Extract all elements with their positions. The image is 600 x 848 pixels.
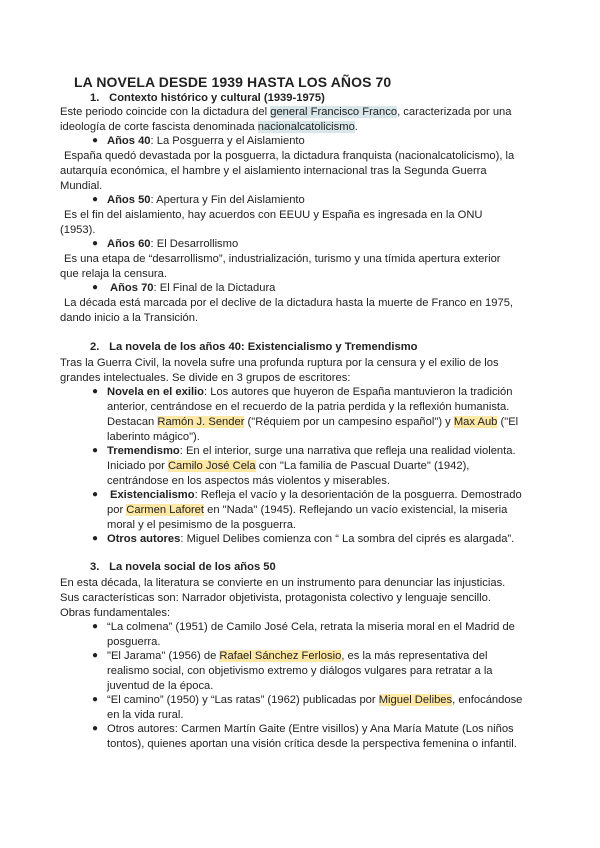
period-60-text: que relaja la censura. [60, 268, 167, 280]
period-subtitle: : El Final de la Dictadura [153, 282, 276, 294]
item-text: con "La familia de Pascual Duarte" (1942), [255, 460, 470, 472]
highlight-sender: Ramón J. Sender [157, 416, 245, 428]
document-title: LA NOVELA DESDE 1939 HASTA LOS AÑOS 70 [74, 74, 392, 90]
period-label: Años 70 [110, 282, 154, 294]
camino-item [107, 693, 522, 707]
intro-text: . [354, 121, 358, 133]
bullet-icon: ● [92, 386, 99, 397]
period-50-text: (1953). [60, 224, 96, 236]
section-3-title: La novela social de los años 50 [109, 561, 276, 573]
tremendismo-text: centrándose en los aspectos más violentos y miserables. [107, 475, 390, 487]
item-text: en "Nada" (1945). Reflejando un vacío existencial, la miseria [204, 504, 508, 516]
intro-text: ideología de corte fascista denominada [60, 121, 258, 133]
section-3-heading [90, 561, 276, 573]
period-40-text: autarquía económica, el hambre y el aislamiento internacional tras la Segunda Guerra [60, 165, 487, 177]
period-40-text: Mundial. [60, 180, 103, 192]
highlight-cela: Camilo José Cela [167, 460, 256, 472]
exilio-text [107, 415, 518, 429]
item-text: : Los autores que huyeron de España mantuvieron la tradición [204, 386, 513, 398]
item-text: Destacan [107, 416, 158, 428]
item-label: Otros autores [107, 533, 181, 545]
colmena-item: “La colmena” (1951) de Camilo José Cela, retrata la miseria moral en el Madrid de [107, 621, 515, 633]
period-label: Años 40 [107, 135, 151, 147]
bullet-icon: ● [92, 135, 99, 146]
section-3-intro: En esta década, la literatura se convierte en un instrumento para denunciar las injusticias. [60, 577, 506, 589]
period-60-heading [107, 237, 238, 251]
intro-text: Este periodo coincide con la dictadura del [60, 106, 271, 118]
exilio-text: laberinto mágico"). [107, 431, 200, 443]
item-text: : En el interior, surge una narrativa que refleja una realidad violenta. [179, 445, 516, 457]
section-1-number: 1. [90, 92, 100, 104]
section-1-intro-line-1 [60, 105, 512, 119]
item-text: : Refleja el vacío y la desorientación de la posguerra. Demostrado [194, 489, 522, 501]
period-50-heading [107, 193, 305, 207]
item-label: Existencialismo [110, 489, 195, 501]
period-subtitle: : La Posguerra y el Aislamiento [150, 135, 305, 147]
bullet-icon: ● [92, 621, 99, 632]
period-60-text: Es una etapa de “desarrollismo”, industrialización, turismo y una tímida apertura exterior [64, 253, 501, 265]
section-3-number: 3. [90, 561, 100, 573]
item-text: , es la más representativa del [341, 650, 488, 662]
item-text: ("Réquiem por un campesino español") y [244, 416, 454, 428]
tremendismo-text [107, 459, 469, 473]
bullet-icon: ● [92, 694, 99, 705]
item-text: , enfocándose [452, 694, 523, 706]
period-subtitle: : El Desarrollismo [150, 238, 239, 250]
highlight-ferlosio: Rafael Sánchez Ferlosio [219, 650, 342, 662]
intro-text: , caracterizada por una [397, 106, 512, 118]
bullet-icon: ● [92, 650, 99, 661]
exilio-text: anterior, centrándose en el recuerdo de la patria perdida y la reflexión humanista. [107, 401, 510, 413]
otros-autores-50-text: tontos), quienes aportan una visión crítica desde la perspectiva femenina o infantil. [107, 738, 517, 750]
bullet-icon: ● [92, 489, 99, 500]
item-label: Tremendismo [107, 445, 180, 457]
item-text: : Miguel Delibes comienza con “ La sombra del ciprés es alargada”. [180, 533, 515, 545]
section-2-heading [90, 341, 418, 353]
bullet-icon: ● [92, 533, 99, 544]
item-text: “El camino” (1950) y “Las ratas” (1962) publicadas por [107, 694, 379, 706]
section-1-intro-line-2 [60, 120, 358, 134]
section-2-title: La novela de los años 40: Existencialismo y Tremendismo [109, 341, 418, 353]
section-2-intro: grandes intelectuales. Se divide en 3 grupos de escritores: [60, 372, 351, 384]
tremendismo-item [107, 444, 516, 458]
existencialismo-text [107, 503, 507, 517]
otros-autores-50-item: Otros autores: Carmen Martín Gaite (Entre visillos) y Ana María Matute (Los niños [107, 723, 514, 735]
bullet-icon: ● [92, 282, 99, 293]
section-2-intro: Tras la Guerra Civil, la novela sufre una profunda ruptura por la censura y el exilio de los [60, 357, 499, 369]
section-3-intro: Obras fundamentales: [60, 607, 171, 619]
period-label: Años 50 [107, 194, 151, 206]
jarama-text: realismo social, con objetivismo extremo y diálogos vulgares para retratar a la [107, 665, 493, 677]
item-text: ("El [497, 416, 519, 428]
item-text: "El Jarama" (1956) de [107, 650, 220, 662]
section-1-title: Contexto histórico y cultural (1939-1975) [109, 92, 325, 104]
period-40-text: España quedó devastada por la posguerra, la dictadura franquista (nacionalcatolicismo), la [64, 150, 515, 162]
colmena-text: posguerra. [107, 636, 161, 648]
period-70-text: La década está marcada por el declive de la dictadura hasta la muerte de Franco en 1975, [64, 297, 514, 309]
existencialismo-item [110, 488, 522, 502]
section-1-heading [90, 92, 325, 104]
period-40-heading [107, 134, 305, 148]
highlight-franco: general Francisco Franco [270, 106, 398, 118]
highlight-max-aub: Max Aub [453, 416, 498, 428]
item-label: Novela en el exilio [107, 386, 205, 398]
jarama-item [107, 649, 487, 663]
bullet-icon: ● [92, 238, 99, 249]
period-label: Años 60 [107, 238, 151, 250]
otros-autores-item [107, 532, 514, 546]
item-text: por [107, 504, 127, 516]
section-3-intro: Sus características son: Narrador objetivista, protagonista colectivo y lenguaje sencillo. [60, 592, 491, 604]
bullet-icon: ● [92, 723, 99, 734]
highlight-delibes: Miguel Delibes [378, 694, 453, 706]
section-2-number: 2. [90, 341, 100, 353]
bullet-icon: ● [92, 194, 99, 205]
camino-text: en la vida rural. [107, 709, 184, 721]
bullet-icon: ● [92, 445, 99, 456]
period-70-heading [110, 281, 275, 295]
item-text: Iniciado por [107, 460, 168, 472]
period-subtitle: : Apertura y Fin del Aislamiento [150, 194, 305, 206]
highlight-laforet: Carmen Laforet [126, 504, 205, 516]
period-70-text: dando inicio a la Transición. [60, 312, 199, 324]
existencialismo-text: moral y el pesimismo de la posguerra. [107, 519, 297, 531]
exilio-item [107, 385, 513, 399]
highlight-nacionalcatolicismo: nacionalcatolicismo [257, 121, 355, 133]
period-50-text: Es el fin del aislamiento, hay acuerdos con EEUU y España es ingresada en la ONU [64, 209, 483, 221]
jarama-text: juventud de la época. [107, 680, 214, 692]
